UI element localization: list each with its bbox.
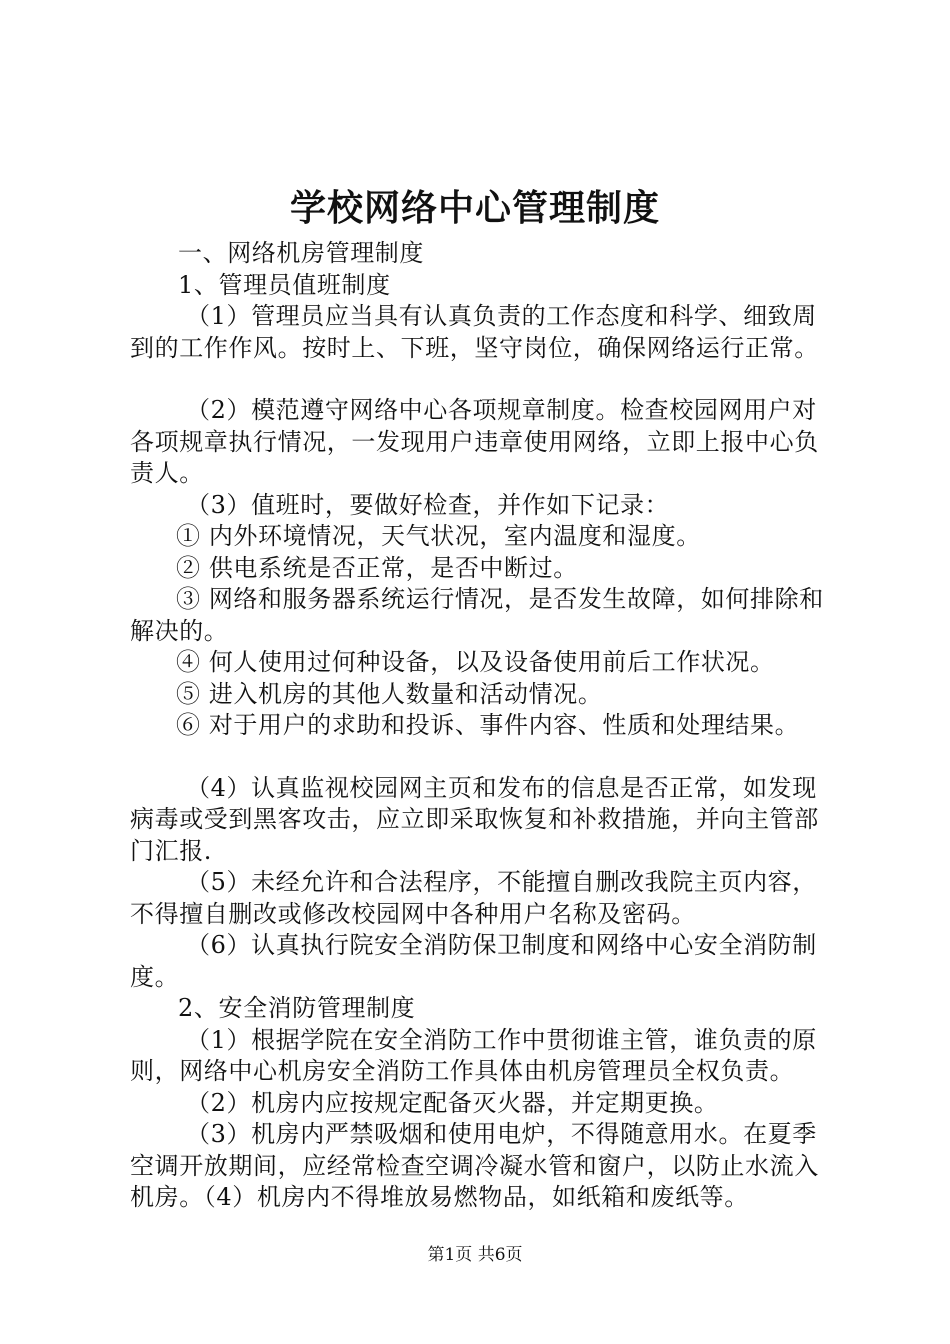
list-item: ② 供电系统是否正常，是否中断过。 [176, 553, 578, 582]
paragraph: （3）机房内严禁吸烟和使用电炉，不得随意用水。在夏季空调开放期间，应经常检查空调冷凝水管和窗户，以防止水流入机房。（4）机房内不得堆放易燃物品，如纸箱和废纸等。 [130, 1120, 819, 1211]
list-item: ③ 网络和服务器系统运行情况，是否发生故障，如何排除和解决的。 [130, 585, 824, 645]
page-number: 第1页 共6页 [427, 1245, 523, 1265]
paragraph: （2）机房内应按规定配备灭火器，并定期更换。 [186, 1088, 719, 1117]
paragraph: （1）管理员应当具有认真负责的工作态度和科学、细致周到的工作作风。按时上、下班，坚守岗位，确保网络运行正常。 [130, 302, 819, 362]
paragraph: （3）值班时，要做好检查，并作如下记录： [186, 490, 670, 519]
blank-line [130, 364, 830, 395]
paragraph: （6）认真执行院安全消防保卫制度和网络中心安全消防制度。 [130, 931, 817, 991]
document-body [130, 238, 830, 1214]
list-item: ⑤ 进入机房的其他人数量和活动情况。 [176, 679, 603, 708]
list-item: ④ 何人使用过何种设备，以及设备使用前后工作状况。 [176, 648, 775, 676]
paragraph: （4）认真监视校园网主页和发布的信息是否正常，如发现病毒或受到黑客攻击，应立即采取恢复和补救措施，并向主管部门汇报. [130, 773, 819, 865]
blank-line [130, 742, 830, 773]
paragraph: （1）根据学院在安全消防工作中贯彻谁主管，谁负责的原则，网络中心机房安全消防工作具体由机房管理员全权负责。 [130, 1025, 817, 1085]
list-item: ① 内外环境情况，天气状况，室内温度和湿度。 [176, 522, 701, 550]
section-heading: 一、网络机房管理制度 [178, 239, 424, 267]
document-title: 学校网络中心管理制度 [289, 187, 660, 229]
list-item: ⑥ 对于用户的求助和投诉、事件内容、性质和处理结果。 [176, 711, 800, 739]
paragraph: （5）未经允许和合法程序，不能擅自删改我院主页内容，不得擅自删改或修改校园网中各种用户名称及密码。 [130, 868, 817, 928]
subsection-heading: 2、安全消防管理制度 [178, 994, 416, 1022]
paragraph: （2）模范遵守网络中心各项规章制度。检查校园网用户对各项规章执行情况，一发现用户违章使用网络，立即上报中心负责人。 [130, 396, 819, 487]
subsection-heading: 1、管理员值班制度 [178, 270, 391, 299]
